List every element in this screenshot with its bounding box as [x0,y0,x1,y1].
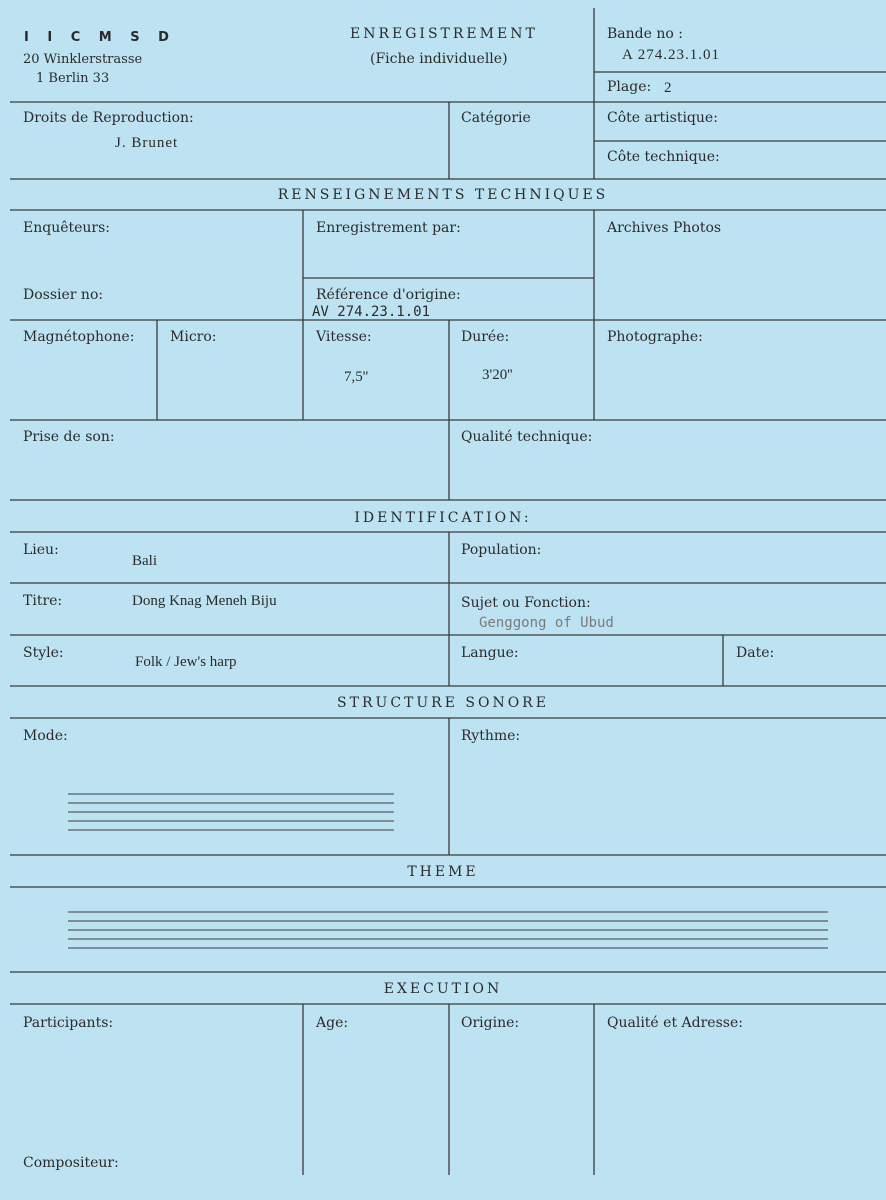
titre-label: Titre: [23,593,63,609]
duree-value: 3'20'' [482,367,513,383]
droits-label: Droits de Reproduction: [23,110,194,126]
vitesse-value: 7,5'' [344,369,369,385]
address-line-1: 20 Winklerstrasse [23,52,143,67]
reference-value: AV 274.23.1.01 [312,304,431,320]
photographe-label: Photographe: [607,329,703,345]
dossier-label: Dossier no: [23,287,104,303]
execution-heading: EXECUTION [383,981,503,997]
identification-heading: IDENTIFICATION: [354,510,532,526]
enregistrement-par-label: Enregistrement par: [316,220,461,236]
magnetophone-label: Magnétophone: [23,329,135,345]
prise-de-son-label: Prise de son: [23,429,115,445]
mode-staff-lines [68,794,394,830]
rythme-label: Rythme: [461,728,521,744]
archives-photos-label: Archives Photos [607,220,722,236]
titre-value: Dong Knag Meneh Biju [132,593,277,609]
droits-value: J. Brunet [115,135,179,151]
org-name: I I C M S D [24,30,176,45]
reference-label: Référence d'origine: [316,287,461,303]
bande-value: A 274.23.1.01 [622,47,721,63]
style-label: Style: [23,645,64,661]
sujet-value: Genggong of Ubud [479,615,614,631]
qualite-adresse-label: Qualité et Adresse: [607,1015,743,1031]
qualite-technique-label: Qualité technique: [461,429,593,445]
plage-label: Plage: [607,79,652,95]
micro-label: Micro: [170,329,217,345]
theme-staff-lines [68,912,828,948]
population-label: Population: [461,542,542,558]
form-subtitle: (Fiche individuelle) [370,51,508,67]
plage-value: 2 [664,80,672,96]
cote-technique-label: Côte technique: [607,149,720,165]
theme-heading: THEME [407,864,479,880]
sujet-label: Sujet ou Fonction: [461,595,591,611]
age-label: Age: [316,1015,349,1031]
langue-label: Langue: [461,645,519,661]
participants-label: Participants: [23,1015,114,1031]
mode-label: Mode: [23,728,68,744]
address-line-2: 1 Berlin 33 [36,71,110,86]
categorie-label: Catégorie [461,110,531,126]
enqueteurs-label: Enquêteurs: [23,220,111,236]
bande-label: Bande no : [607,26,683,42]
cote-artistique-label: Côte artistique: [607,110,718,126]
origine-label: Origine: [461,1015,520,1031]
technical-heading: RENSEIGNEMENTS TECHNIQUES [277,187,609,203]
vitesse-label: Vitesse: [316,329,372,345]
date-label: Date: [736,645,775,661]
lieu-value: Bali [132,553,157,569]
form-title: ENREGISTREMENT [350,26,538,42]
style-value: Folk / Jew's harp [135,654,237,670]
compositeur-label: Compositeur: [23,1155,119,1171]
structure-heading: STRUCTURE SONORE [337,695,549,711]
duree-label: Durée: [461,329,510,345]
lieu-label: Lieu: [23,542,59,558]
